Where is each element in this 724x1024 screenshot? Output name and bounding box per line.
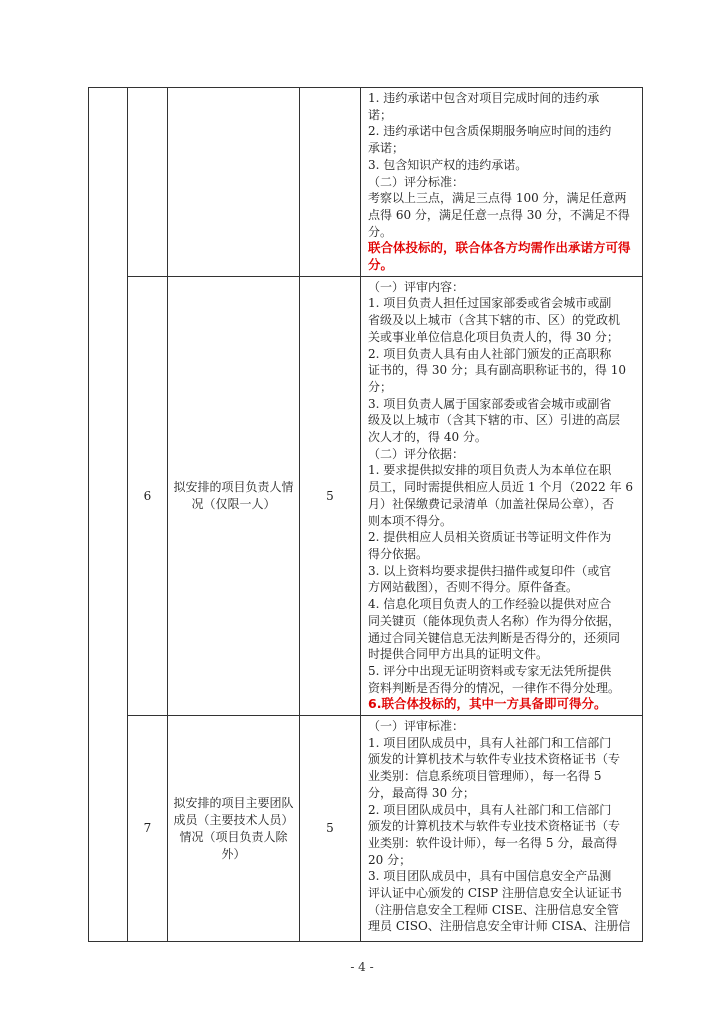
text-line: 1. 项目团队成员中，具有人社部门和工信部门 [368, 735, 612, 750]
text-line: 月）社保缴费记录清单（加盖社保局公章），否 [368, 496, 615, 511]
text-line: 3. 包含知识产权的违约承诺。 [368, 157, 528, 172]
text-line: 1. 要求提供拟安排的项目负责人为本单位在职 [368, 463, 612, 478]
consortium-note [368, 696, 638, 713]
text-line: 次人才的，得 40 分。 [368, 430, 487, 445]
text-line: 关或事业单位信息化项目负责人的，得 30 分； [368, 329, 619, 344]
category-cell [89, 88, 128, 942]
item-content-cell [361, 716, 643, 942]
text-line: 级及以上城市（含其下辖的市、区）引进的高层 [368, 413, 621, 428]
item-name-cell: 拟安排的项目主要团队成员（主要技术人员）情况（项目负责人除外） [168, 716, 300, 942]
text-line: 2. 提供相应人员相关资质证书等证明文件作为 [368, 530, 612, 545]
text-line: （注册信息安全工程师 CISE、注册信息安全管 [368, 902, 619, 917]
item-number-cell: 7 [128, 716, 168, 942]
text-line: 2. 违约承诺中包含质保期服务响应时间的违约 [368, 124, 612, 139]
table-row [89, 276, 643, 715]
text-line: 3. 项目负责人属于国家部委或省会城市或副省 [368, 396, 612, 411]
content-lines [368, 718, 638, 935]
text-line: 考察以上三点，满足三点得 100 分，满足任意两 [368, 191, 627, 206]
text-line: （二）评分依据： [368, 446, 465, 461]
text-line: 员工，同时需提供相应人员近 1 个月（2022 年 6 [368, 480, 634, 495]
table-row [89, 716, 643, 942]
text-line: 联合体投标的，联合体各方均需作出承诺方可得 [368, 240, 631, 256]
text-line: 业类别：软件设计师），每一名得 5 分，最高得 [368, 835, 618, 850]
text-line: （一）评审标准： [368, 719, 465, 734]
text-line: 3. 以上资料均要求提供扫描件或复印件（或官 [368, 563, 612, 578]
text-line: 则本项不得分。 [368, 513, 453, 528]
item-name-cell [168, 88, 300, 277]
item-number-cell [128, 88, 168, 277]
content-lines [368, 279, 638, 697]
text-line: 6.联合体投标的，其中一方具备即可得分。 [368, 696, 607, 712]
text-line: 同关键页（能体现负责人名称）作为得分依据， [368, 613, 621, 628]
page-number: - 4 - [350, 960, 374, 974]
text-line: 证书的，得 30 分；具有副高职称证书的，得 10 [368, 363, 626, 378]
text-line: 通过合同关键信息无法判断是否得分的，还须同 [368, 630, 621, 645]
item-name-cell: 拟安排的项目负责人情况（仅限一人） [168, 276, 300, 715]
text-line: （一）评审内容： [368, 279, 465, 294]
content-lines [368, 90, 638, 240]
text-line: 颁发的计算机技术与软件专业技术资格证书（专 [368, 752, 621, 767]
item-content-cell [361, 276, 643, 715]
text-line: 分。 [368, 224, 393, 239]
text-line: 业类别：信息系统项目管理师），每一名得 5 [368, 769, 602, 784]
table-row [89, 88, 643, 277]
text-line: 2. 项目负责人具有由人社部门颁发的正高职称 [368, 346, 612, 361]
text-line: 分； [368, 379, 393, 394]
text-line: 评认证中心颁发的 CISP 注册信息安全认证证书 [368, 886, 622, 901]
text-line: 3. 项目团队成员中，具有中国信息安全产品测 [368, 869, 612, 884]
text-line: 得分依据。 [368, 546, 429, 561]
text-line: 20 分； [368, 852, 412, 867]
item-content-cell [361, 88, 643, 277]
text-line: 方网站截图），否则不得分。原件备查。 [368, 580, 579, 595]
text-line: 1. 项目负责人担任过国家部委或省会城市或副 [368, 296, 612, 311]
text-line: 理员 CISO、注册信息安全审计师 CISA、注册信 [368, 919, 631, 934]
item-score-cell [300, 88, 361, 277]
text-line: 诺； [368, 107, 393, 122]
text-line: 2. 项目团队成员中，具有人社部门和工信部门 [368, 802, 612, 817]
text-line: 5. 评分中出现无证明资料或专家无法凭所提供 [368, 663, 612, 678]
text-line: 分。 [368, 257, 394, 273]
text-line: 分，最高得 30 分； [368, 785, 475, 800]
scoring-table [88, 87, 643, 942]
text-line: 4. 信息化项目负责人的工作经验以提供对应合 [368, 597, 612, 612]
text-line: 资料判断是否得分的情况，一律作不得分处理。 [368, 680, 621, 695]
text-line: 颁发的计算机技术与软件专业技术资格证书（专 [368, 819, 621, 834]
item-number-cell: 6 [128, 276, 168, 715]
text-line: 时提供合同甲方出具的证明文件。 [368, 647, 549, 662]
item-score-cell: 5 [300, 716, 361, 942]
item-score-cell: 5 [300, 276, 361, 715]
text-line: 点得 60 分，满足任意一点得 30 分，不满足不得 [368, 207, 630, 222]
consortium-note [368, 240, 638, 273]
text-line: 承诺； [368, 141, 405, 156]
text-line: 省级及以上城市（含其下辖的市、区）的党政机 [368, 313, 621, 328]
text-line: （二）评分标准： [368, 174, 465, 189]
text-line: 1. 违约承诺中包含对项目完成时间的违约承 [368, 91, 600, 105]
